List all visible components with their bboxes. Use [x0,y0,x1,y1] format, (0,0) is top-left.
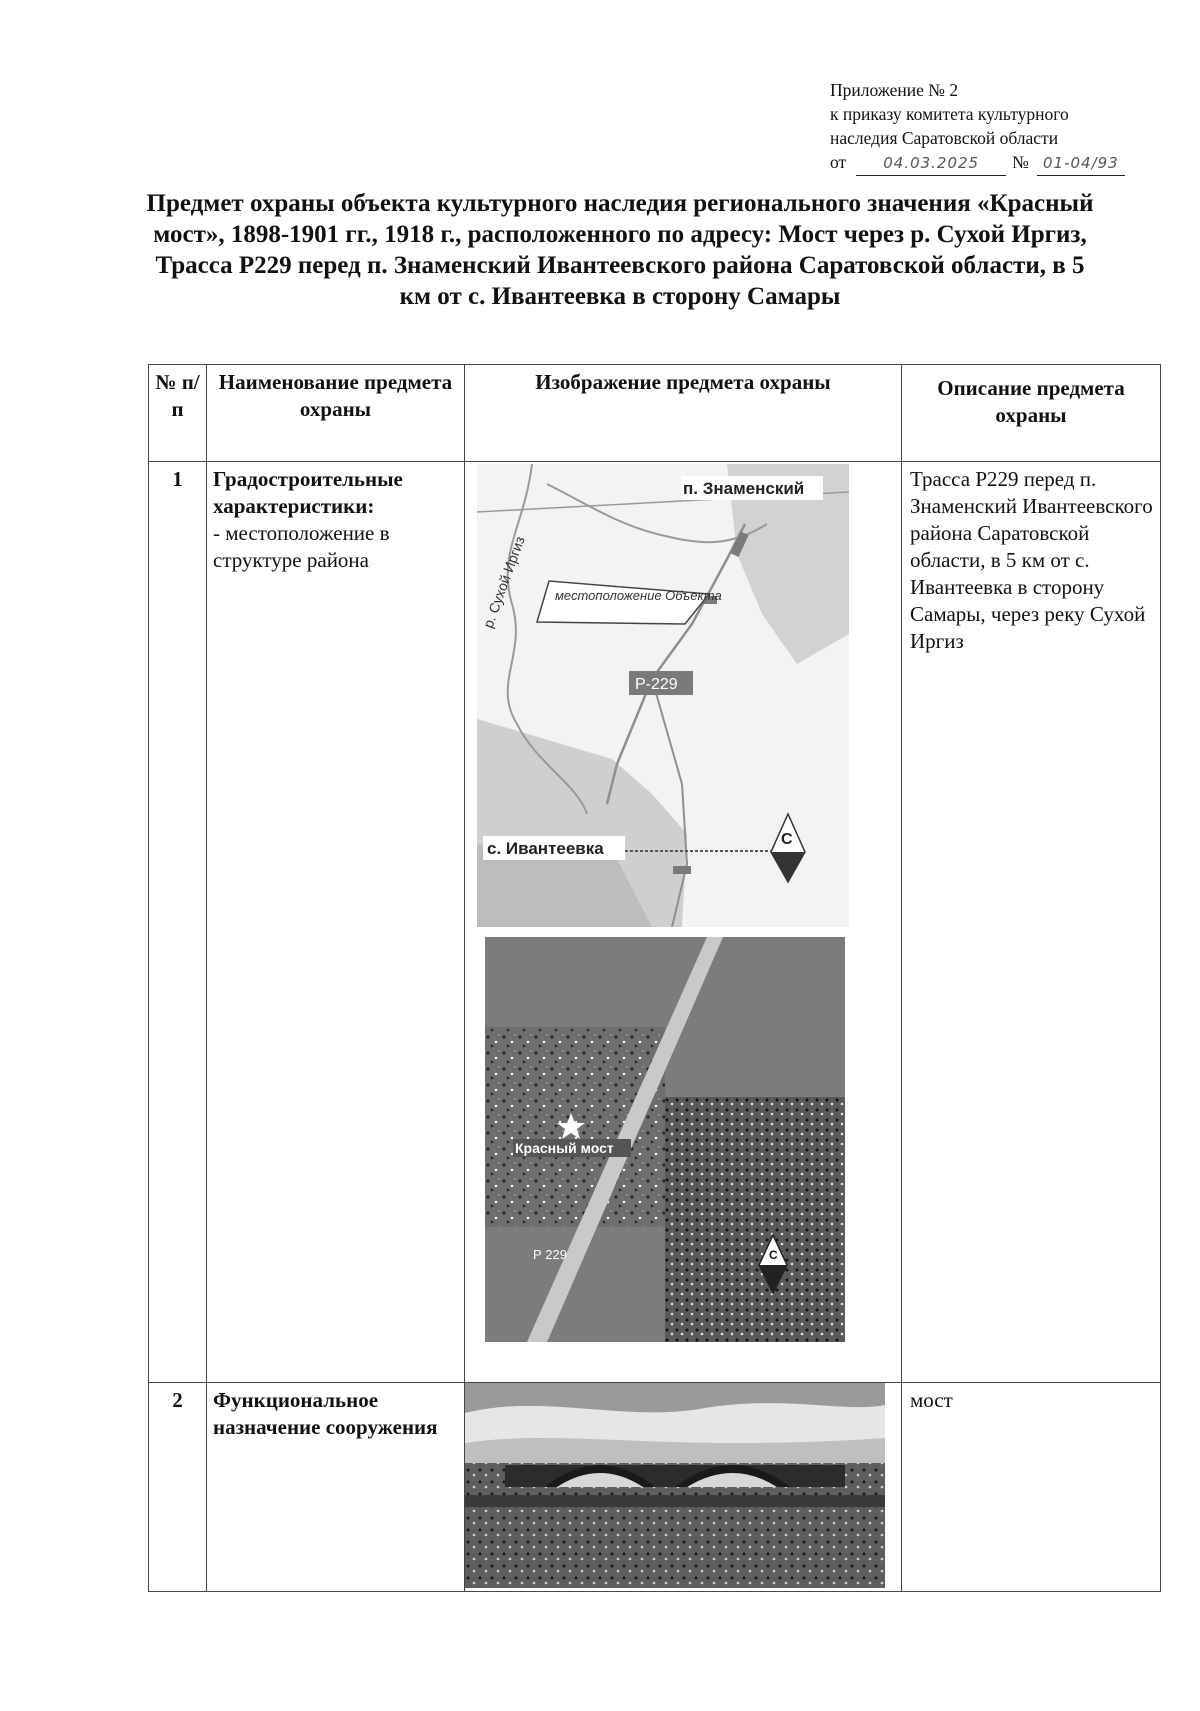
map-road-label: Р-229 [635,676,678,693]
map-location-label: местоположение Объекта [555,588,722,603]
row-name-detail: - местоположение в структуре района [213,521,390,572]
row-name-bold: Градостроительные характеристики: [213,467,403,518]
header-description: Описание предмета охраны [902,365,1161,462]
row-number: 1 [149,462,207,1383]
satellite-road-label: Р 229 [533,1247,567,1262]
row-name [207,1383,465,1592]
map-znamensky-label: п. Знаменский [683,479,805,498]
order-date: 04.03.2025 [856,151,1006,176]
row-name-bold: Функциональное назначение сооружения [213,1388,438,1439]
satellite-object-label: Красный мост [515,1140,614,1156]
row-name [207,462,465,1383]
order-number: 01-04/93 [1037,151,1125,176]
satellite-image [485,937,845,1342]
appendix-block [830,78,1170,176]
row-number: 2 [149,1383,207,1592]
header-no: № п/ п [149,365,207,462]
table-row [149,1383,1161,1592]
number-label: № [1012,152,1029,172]
from-label: от [830,152,847,172]
protection-table [148,364,1161,1592]
table-row [149,462,1161,1383]
row-description: мост [902,1383,1161,1592]
appendix-line-2: к приказу комитета культурного [830,104,1069,124]
map-north-label: С [781,831,793,848]
row-description: Трасса Р229 перед п. Знаменский Ивантеевского района Саратовской области, в 5 км от с. Ивантеевка в сторону Самары, через реку Сухой Иргиз [902,462,1161,1383]
appendix-line-4 [830,150,1170,176]
satellite-north-label: С [769,1248,778,1262]
appendix-line-1: Приложение № 2 [830,80,959,100]
row-images [465,1383,902,1592]
table-header-row [149,365,1161,462]
map-ivanteevka-label: с. Ивантеевка [487,839,604,858]
map-river-label: р. Сухой Иргиз [479,534,528,631]
location-map [477,464,849,927]
row-images [465,462,902,1383]
header-image: Изображение предмета охраны [465,365,902,462]
page-title: Предмет охраны объекта культурного наследия регионального значения «Красный мост», 1898-1901 гг., 1918 г., расположенного по адресу: Мост через р. Сухой Иргиз, Трасса Р229 перед п. Знаменский Ивантеевского района Саратовской области, в 5 км от с. Ивантеевка в сторону Самары [146,190,1094,310]
header-name: Наименование предмета охраны [207,365,465,462]
bridge-photo [465,1383,885,1588]
appendix-line-3: наследия Саратовской области [830,128,1059,148]
